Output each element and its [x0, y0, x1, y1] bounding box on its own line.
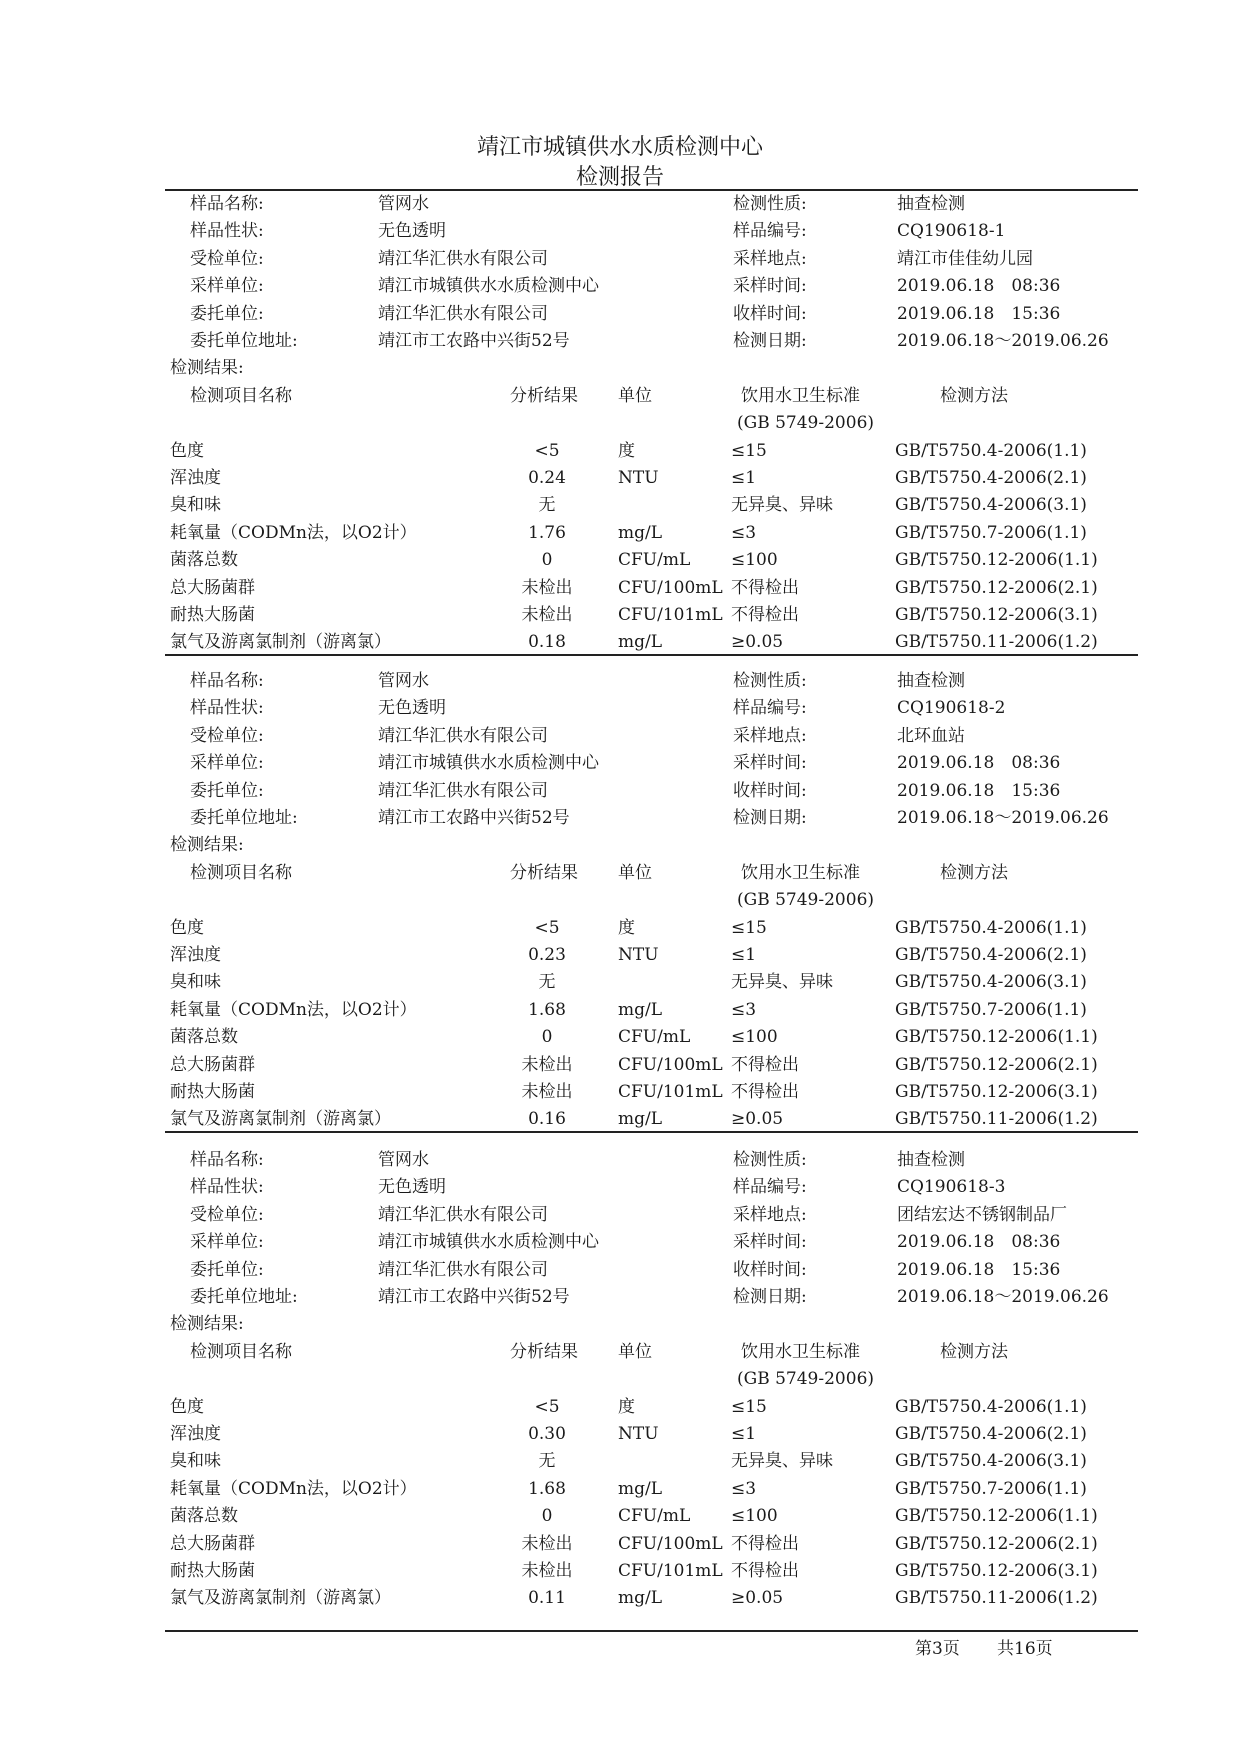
result-unit: mg/L	[618, 1588, 663, 1609]
result-item-name: 臭和味	[170, 1451, 221, 1472]
result-item-name: 浑浊度	[170, 468, 221, 488]
info-label: 采样单位:	[190, 1232, 264, 1253]
result-standard: 无异臭、异味	[731, 1451, 833, 1472]
result-unit: CFU/100mL	[618, 577, 723, 598]
result-item-name: 色度	[170, 1396, 204, 1417]
result-unit: mg/L	[618, 632, 663, 653]
column-header-unit: 单位	[618, 385, 652, 406]
result-unit: 度	[618, 917, 635, 938]
column-header-result: 分析结果	[510, 1341, 578, 1362]
info-label: 样品名称:	[190, 194, 264, 214]
result-unit: CFU/mL	[618, 1027, 691, 1048]
result-value: 未检出	[521, 1082, 573, 1102]
info-value-receive_time: 2019.06.18 15:36	[897, 1259, 1061, 1280]
result-value: <5	[534, 917, 560, 938]
section-divider	[165, 654, 1138, 656]
result-method: GB/T5750.12-2006(1.1)	[895, 1027, 1098, 1048]
top-rule	[165, 189, 1138, 191]
result-item-name: 耗氧量（CODMn法，以O2计）	[170, 999, 417, 1020]
result-method: GB/T5750.7-2006(1.1)	[895, 999, 1087, 1020]
info-label: 受检单位:	[190, 248, 264, 269]
info-value-address: 靖江市工农路中兴街52号	[378, 331, 570, 351]
result-value: 1.68	[528, 1478, 566, 1499]
result-unit: CFU/101mL	[618, 1082, 723, 1102]
result-standard: 不得检出	[731, 1533, 799, 1554]
info-value-sample_time: 2019.06.18 08:36	[897, 753, 1061, 774]
info-label: 委托单位:	[190, 303, 264, 324]
result-value: 0.30	[528, 1424, 566, 1444]
info-label: 采样时间:	[733, 753, 807, 774]
info-value-address: 靖江市工农路中兴街52号	[378, 808, 570, 828]
info-value-nature: 抽查检测	[897, 1150, 965, 1170]
info-value-site: 团结宏达不锈钢制品厂	[897, 1204, 1067, 1225]
result-method: GB/T5750.4-2006(2.1)	[895, 468, 1087, 488]
result-standard: ≤3	[731, 999, 757, 1020]
info-value-inspected: 靖江华汇供水有限公司	[378, 725, 548, 746]
result-item-name: 氯气及游离氯制剂（游离氯）	[170, 1109, 391, 1130]
result-unit: CFU/mL	[618, 550, 691, 571]
info-value-client: 靖江华汇供水有限公司	[378, 303, 548, 324]
result-unit: NTU	[618, 468, 659, 488]
info-label: 受检单位:	[190, 725, 264, 746]
result-item-name: 浑浊度	[170, 945, 221, 965]
info-value-client: 靖江华汇供水有限公司	[378, 1259, 548, 1280]
result-value: 0.11	[528, 1588, 566, 1609]
info-label: 采样单位:	[190, 276, 264, 297]
column-header-standard-code: (GB 5749-2006)	[737, 890, 875, 911]
result-method: GB/T5750.12-2006(3.1)	[895, 605, 1098, 625]
info-label: 委托单位:	[190, 780, 264, 801]
result-value: 无	[538, 972, 556, 993]
info-value-name: 管网水	[378, 194, 429, 214]
result-unit: mg/L	[618, 1109, 663, 1130]
result-method: GB/T5750.4-2006(1.1)	[895, 1396, 1087, 1417]
info-value-receive_time: 2019.06.18 15:36	[897, 780, 1061, 801]
result-method: GB/T5750.12-2006(2.1)	[895, 1533, 1098, 1554]
result-value: 1.68	[528, 999, 566, 1020]
result-method: GB/T5750.4-2006(3.1)	[895, 495, 1087, 516]
result-standard: 不得检出	[731, 577, 799, 598]
result-item-name: 总大肠菌群	[170, 1533, 255, 1554]
result-standard: 不得检出	[731, 605, 799, 625]
info-value-sample_time: 2019.06.18 08:36	[897, 1232, 1061, 1253]
info-value-number: CQ190618-2	[897, 698, 1006, 719]
column-header-method: 检测方法	[940, 385, 1008, 406]
info-label: 采样单位:	[190, 753, 264, 774]
column-header-method: 检测方法	[940, 1341, 1008, 1362]
result-unit: NTU	[618, 1424, 659, 1444]
info-value-date: 2019.06.18～2019.06.26	[897, 331, 1109, 351]
result-unit: mg/L	[618, 1478, 663, 1499]
result-method: GB/T5750.4-2006(2.1)	[895, 945, 1087, 965]
info-value-number: CQ190618-1	[897, 221, 1006, 242]
info-label: 采样地点:	[733, 725, 807, 746]
result-standard: ≤15	[731, 1396, 767, 1417]
page-number: 第3页	[915, 1639, 960, 1659]
result-item-name: 氯气及游离氯制剂（游离氯）	[170, 632, 391, 653]
info-label: 委托单位地址:	[190, 1287, 298, 1307]
result-value: 未检出	[521, 1533, 573, 1554]
result-item-name: 菌落总数	[170, 550, 238, 571]
info-label: 采样地点:	[733, 248, 807, 269]
info-value-client: 靖江华汇供水有限公司	[378, 780, 548, 801]
result-value: 0.18	[528, 632, 566, 653]
result-method: GB/T5750.4-2006(1.1)	[895, 440, 1087, 461]
result-method: GB/T5750.12-2006(1.1)	[895, 550, 1098, 571]
column-header-standard-code: (GB 5749-2006)	[737, 1369, 875, 1390]
bottom-rule	[165, 1630, 1138, 1632]
result-value: 0	[541, 1027, 553, 1048]
info-value-site: 北环血站	[897, 725, 965, 746]
info-label: 样品性状:	[190, 1177, 264, 1198]
result-item-name: 臭和味	[170, 495, 221, 516]
info-label: 收样时间:	[733, 1259, 807, 1280]
result-value: 无	[538, 1451, 556, 1472]
column-header-item: 检测项目名称	[190, 1341, 292, 1362]
result-method: GB/T5750.7-2006(1.1)	[895, 1478, 1087, 1499]
info-label: 委托单位:	[190, 1259, 264, 1280]
result-item-name: 色度	[170, 917, 204, 938]
result-standard: ≤1	[731, 468, 757, 488]
report-organization: 靖江市城镇供水水质检测中心	[476, 135, 763, 160]
info-value-state: 无色透明	[378, 698, 446, 719]
result-value: 未检出	[521, 1054, 573, 1075]
result-standard: ≤15	[731, 440, 767, 461]
info-label: 收样时间:	[733, 303, 807, 324]
column-header-unit: 单位	[618, 1341, 652, 1362]
info-value-address: 靖江市工农路中兴街52号	[378, 1287, 570, 1307]
info-value-receive_time: 2019.06.18 15:36	[897, 303, 1061, 324]
result-item-name: 菌落总数	[170, 1506, 238, 1527]
column-header-method: 检测方法	[940, 862, 1008, 883]
result-method: GB/T5750.12-2006(1.1)	[895, 1506, 1098, 1527]
info-label: 采样时间:	[733, 276, 807, 297]
info-value-name: 管网水	[378, 1150, 429, 1170]
result-value: <5	[534, 1396, 560, 1417]
result-item-name: 耗氧量（CODMn法，以O2计）	[170, 1478, 417, 1499]
report-title: 检测报告	[575, 165, 664, 190]
result-method: GB/T5750.11-2006(1.2)	[895, 632, 1098, 653]
info-value-name: 管网水	[378, 671, 429, 691]
column-header-standard: 饮用水卫生标准	[741, 385, 860, 406]
result-standard: ≤3	[731, 522, 757, 543]
results-label: 检测结果:	[170, 835, 244, 856]
info-label: 样品编号:	[733, 221, 807, 242]
result-item-name: 耐热大肠菌	[170, 605, 255, 625]
result-unit: CFU/mL	[618, 1506, 691, 1527]
result-value: 1.76	[528, 522, 566, 543]
result-method: GB/T5750.11-2006(1.2)	[895, 1588, 1098, 1609]
result-standard: ≤100	[731, 550, 778, 571]
result-value: 0	[541, 1506, 553, 1527]
result-unit: mg/L	[618, 522, 663, 543]
info-value-inspected: 靖江华汇供水有限公司	[378, 1204, 548, 1225]
result-unit: 度	[618, 440, 635, 461]
page-total: 共16页	[997, 1639, 1053, 1659]
info-value-sampler: 靖江市城镇供水水质检测中心	[378, 1232, 599, 1253]
result-unit: CFU/101mL	[618, 605, 723, 625]
result-method: GB/T5750.7-2006(1.1)	[895, 522, 1087, 543]
info-label: 检测日期:	[733, 331, 807, 351]
info-label: 受检单位:	[190, 1204, 264, 1225]
result-standard: ≤15	[731, 917, 767, 938]
result-value: 未检出	[521, 605, 573, 625]
result-standard: 无异臭、异味	[731, 495, 833, 516]
info-label: 检测日期:	[733, 808, 807, 828]
result-item-name: 耗氧量（CODMn法，以O2计）	[170, 522, 417, 543]
column-header-result: 分析结果	[510, 385, 578, 406]
result-standard: ≥0.05	[731, 632, 784, 653]
info-value-date: 2019.06.18～2019.06.26	[897, 808, 1109, 828]
result-unit: CFU/100mL	[618, 1054, 723, 1075]
column-header-standard: 饮用水卫生标准	[741, 862, 860, 883]
result-item-name: 菌落总数	[170, 1027, 238, 1048]
result-item-name: 耐热大肠菌	[170, 1561, 255, 1581]
result-method: GB/T5750.4-2006(1.1)	[895, 917, 1087, 938]
info-label: 采样时间:	[733, 1232, 807, 1253]
info-value-nature: 抽查检测	[897, 671, 965, 691]
info-value-state: 无色透明	[378, 221, 446, 242]
column-header-item: 检测项目名称	[190, 862, 292, 883]
info-label: 检测日期:	[733, 1287, 807, 1307]
result-item-name: 耐热大肠菌	[170, 1082, 255, 1102]
info-label: 采样地点:	[733, 1204, 807, 1225]
info-label: 收样时间:	[733, 780, 807, 801]
result-item-name: 浑浊度	[170, 1424, 221, 1444]
result-unit: CFU/100mL	[618, 1533, 723, 1554]
result-method: GB/T5750.4-2006(3.1)	[895, 1451, 1087, 1472]
result-method: GB/T5750.12-2006(3.1)	[895, 1082, 1098, 1102]
result-unit: CFU/101mL	[618, 1561, 723, 1581]
info-value-sample_time: 2019.06.18 08:36	[897, 276, 1061, 297]
result-item-name: 氯气及游离氯制剂（游离氯）	[170, 1588, 391, 1609]
result-item-name: 臭和味	[170, 972, 221, 993]
result-value: 0.16	[528, 1109, 566, 1130]
result-unit: 度	[618, 1396, 635, 1417]
result-value: 0.24	[528, 468, 566, 488]
result-value: 未检出	[521, 577, 573, 598]
result-method: GB/T5750.12-2006(2.1)	[895, 1054, 1098, 1075]
info-label: 样品性状:	[190, 698, 264, 719]
result-standard: ≤100	[731, 1506, 778, 1527]
info-label: 样品名称:	[190, 671, 264, 691]
info-label: 检测性质:	[733, 671, 807, 691]
result-unit: mg/L	[618, 999, 663, 1020]
info-label: 检测性质:	[733, 1150, 807, 1170]
info-value-state: 无色透明	[378, 1177, 446, 1198]
result-value: 无	[538, 495, 556, 516]
section-divider	[165, 1131, 1138, 1133]
result-standard: 不得检出	[731, 1561, 799, 1581]
result-item-name: 色度	[170, 440, 204, 461]
result-standard: 无异臭、异味	[731, 972, 833, 993]
result-method: GB/T5750.11-2006(1.2)	[895, 1109, 1098, 1130]
result-value: 未检出	[521, 1561, 573, 1581]
info-label: 样品编号:	[733, 698, 807, 719]
result-standard: ≥0.05	[731, 1109, 784, 1130]
result-standard: ≤1	[731, 1424, 757, 1444]
info-value-number: CQ190618-3	[897, 1177, 1006, 1198]
result-standard: 不得检出	[731, 1082, 799, 1102]
info-value-date: 2019.06.18～2019.06.26	[897, 1287, 1109, 1307]
result-method: GB/T5750.4-2006(3.1)	[895, 972, 1087, 993]
column-header-item: 检测项目名称	[190, 385, 292, 406]
info-label: 委托单位地址:	[190, 331, 298, 351]
result-method: GB/T5750.4-2006(2.1)	[895, 1424, 1087, 1444]
info-value-sampler: 靖江市城镇供水水质检测中心	[378, 276, 599, 297]
result-standard: ≤100	[731, 1027, 778, 1048]
info-label: 样品名称:	[190, 1150, 264, 1170]
info-label: 检测性质:	[733, 194, 807, 214]
result-unit: NTU	[618, 945, 659, 965]
result-standard: 不得检出	[731, 1054, 799, 1075]
results-label: 检测结果:	[170, 1314, 244, 1335]
result-item-name: 总大肠菌群	[170, 1054, 255, 1075]
column-header-standard-code: (GB 5749-2006)	[737, 413, 875, 434]
result-method: GB/T5750.12-2006(3.1)	[895, 1561, 1098, 1581]
info-value-inspected: 靖江华汇供水有限公司	[378, 248, 548, 269]
result-standard: ≤1	[731, 945, 757, 965]
info-value-sampler: 靖江市城镇供水水质检测中心	[378, 753, 599, 774]
result-item-name: 总大肠菌群	[170, 577, 255, 598]
result-method: GB/T5750.12-2006(2.1)	[895, 577, 1098, 598]
info-label: 委托单位地址:	[190, 808, 298, 828]
column-header-standard: 饮用水卫生标准	[741, 1341, 860, 1362]
info-value-site: 靖江市佳佳幼儿园	[897, 248, 1033, 269]
info-label: 样品性状:	[190, 221, 264, 242]
column-header-result: 分析结果	[510, 862, 578, 883]
column-header-unit: 单位	[618, 862, 652, 883]
info-value-nature: 抽查检测	[897, 194, 965, 214]
result-value: 0.23	[528, 945, 566, 965]
result-value: <5	[534, 440, 560, 461]
result-value: 0	[541, 550, 553, 571]
results-label: 检测结果:	[170, 358, 244, 379]
info-label: 样品编号:	[733, 1177, 807, 1198]
result-standard: ≤3	[731, 1478, 757, 1499]
result-standard: ≥0.05	[731, 1588, 784, 1609]
